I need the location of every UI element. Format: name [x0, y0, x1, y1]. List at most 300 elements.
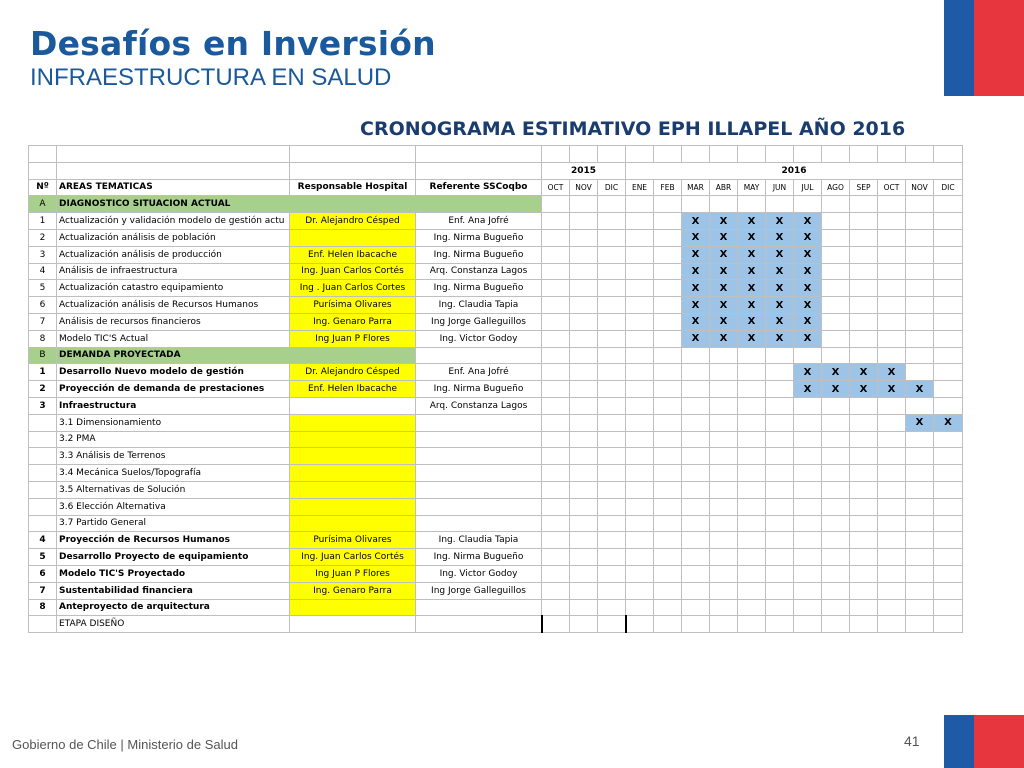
table-row	[29, 565, 963, 582]
month-header: AGO	[822, 179, 850, 196]
month-cell	[906, 313, 934, 330]
month-cell	[934, 297, 963, 314]
month-cell	[934, 498, 963, 515]
schedule-mark: X	[878, 364, 906, 381]
month-cell	[850, 280, 878, 297]
month-cell	[598, 565, 626, 582]
month-cell	[598, 364, 626, 381]
month-cell	[794, 397, 822, 414]
month-cell	[626, 448, 654, 465]
row-responsable	[290, 414, 416, 431]
month-cell	[570, 280, 598, 297]
month-cell	[738, 347, 766, 364]
month-cell	[822, 616, 850, 633]
month-cell	[682, 616, 710, 633]
month-cell	[710, 414, 738, 431]
row-area: 3.4 Mecánica Suelos/Topografía	[57, 465, 290, 482]
row-responsable	[290, 515, 416, 532]
schedule-mark: X	[794, 330, 822, 347]
table-cell	[570, 146, 598, 163]
month-cell	[934, 196, 963, 213]
table-row	[29, 582, 963, 599]
month-cell	[794, 481, 822, 498]
month-cell	[906, 465, 934, 482]
government-logo-top	[944, 0, 1024, 96]
month-cell	[738, 549, 766, 566]
month-cell	[542, 213, 570, 230]
month-cell	[878, 515, 906, 532]
table-row	[29, 414, 963, 431]
month-cell	[598, 616, 626, 633]
table-cell	[682, 146, 710, 163]
month-cell	[822, 280, 850, 297]
table-cell	[416, 616, 542, 633]
schedule-mark: X	[794, 280, 822, 297]
month-cell	[934, 532, 963, 549]
month-cell	[738, 431, 766, 448]
month-cell	[822, 481, 850, 498]
month-cell	[850, 616, 878, 633]
month-cell	[710, 565, 738, 582]
month-cell	[934, 448, 963, 465]
month-cell	[626, 431, 654, 448]
row-area: Infraestructura	[57, 397, 290, 414]
month-cell	[626, 313, 654, 330]
etapa-label: ETAPA DISEÑO	[57, 616, 290, 633]
month-header: DIC	[934, 179, 963, 196]
month-cell	[570, 196, 598, 213]
month-cell	[570, 582, 598, 599]
table-cell	[822, 146, 850, 163]
month-cell	[906, 616, 934, 633]
row-responsable	[290, 481, 416, 498]
schedule-mark: X	[682, 313, 710, 330]
month-cell	[766, 465, 794, 482]
schedule-mark: X	[710, 229, 738, 246]
month-cell	[626, 263, 654, 280]
month-cell	[542, 280, 570, 297]
row-referente: Ing. Victor Godoy	[416, 565, 542, 582]
row-area: Análisis de infraestructura	[57, 263, 290, 280]
month-header: ENE	[626, 179, 654, 196]
schedule-mark: X	[738, 263, 766, 280]
schedule-mark: X	[682, 330, 710, 347]
row-number: 1	[29, 364, 57, 381]
month-cell	[710, 397, 738, 414]
month-cell	[850, 196, 878, 213]
table-cell	[416, 146, 542, 163]
row-area: Proyección de demanda de prestaciones	[57, 381, 290, 398]
month-cell	[542, 196, 570, 213]
month-cell	[542, 364, 570, 381]
month-cell	[906, 565, 934, 582]
month-cell	[822, 414, 850, 431]
row-referente: Ing. Nirma Bugueño	[416, 246, 542, 263]
schedule-mark: X	[794, 381, 822, 398]
table-cell	[290, 162, 416, 179]
schedule-mark: X	[822, 364, 850, 381]
month-cell	[878, 481, 906, 498]
month-cell	[626, 347, 654, 364]
row-number	[29, 431, 57, 448]
month-cell	[878, 448, 906, 465]
month-cell	[850, 347, 878, 364]
col-header-referente: Referente SSCoqbo	[416, 179, 542, 196]
row-number: 1	[29, 213, 57, 230]
month-cell	[766, 515, 794, 532]
schedule-mark: X	[906, 414, 934, 431]
row-area: Actualización catastro equipamiento	[57, 280, 290, 297]
row-responsable: Dr. Alejandro Césped	[290, 364, 416, 381]
row-number: 8	[29, 330, 57, 347]
month-cell	[878, 246, 906, 263]
month-cell	[906, 263, 934, 280]
month-cell	[542, 246, 570, 263]
month-header: OCT	[542, 179, 570, 196]
month-cell	[542, 448, 570, 465]
row-responsable	[290, 397, 416, 414]
row-referente	[416, 599, 542, 616]
col-header-num: Nº	[29, 179, 57, 196]
month-cell	[542, 297, 570, 314]
month-cell	[906, 481, 934, 498]
schedule-mark: X	[766, 246, 794, 263]
row-referente: Ing Jorge Galleguillos	[416, 582, 542, 599]
month-cell	[598, 213, 626, 230]
table-cell	[29, 146, 57, 163]
month-cell	[598, 414, 626, 431]
month-header: FEB	[654, 179, 682, 196]
month-cell	[626, 599, 654, 616]
table-row	[29, 465, 963, 482]
month-cell	[878, 549, 906, 566]
table-cell	[29, 616, 57, 633]
month-cell	[878, 347, 906, 364]
month-cell	[654, 565, 682, 582]
month-cell	[710, 381, 738, 398]
schedule-mark: X	[682, 297, 710, 314]
month-cell	[682, 414, 710, 431]
month-cell	[906, 582, 934, 599]
month-cell	[850, 414, 878, 431]
month-cell	[626, 397, 654, 414]
month-cell	[878, 330, 906, 347]
month-cell	[654, 599, 682, 616]
row-referente: Ing. Nirma Bugueño	[416, 381, 542, 398]
row-area: 3.3 Análisis de Terrenos	[57, 448, 290, 465]
schedule-mark: X	[794, 213, 822, 230]
row-referente: Enf. Ana Jofré	[416, 364, 542, 381]
month-cell	[626, 465, 654, 482]
schedule-mark: X	[934, 414, 963, 431]
row-number	[29, 414, 57, 431]
row-area: 3.5 Alternativas de Solución	[57, 481, 290, 498]
month-cell	[654, 347, 682, 364]
month-cell	[654, 582, 682, 599]
month-cell	[682, 599, 710, 616]
month-cell	[654, 397, 682, 414]
month-cell	[682, 431, 710, 448]
month-cell	[654, 515, 682, 532]
month-header: SEP	[850, 179, 878, 196]
table-row	[29, 448, 963, 465]
year-2015: 2015	[542, 162, 626, 179]
month-cell	[766, 616, 794, 633]
month-cell	[794, 549, 822, 566]
month-cell	[710, 196, 738, 213]
section-number: A	[29, 196, 57, 213]
schedule-mark: X	[738, 297, 766, 314]
row-referente	[416, 465, 542, 482]
row-number: 4	[29, 532, 57, 549]
schedule-mark: X	[710, 313, 738, 330]
month-cell	[654, 364, 682, 381]
month-cell	[934, 565, 963, 582]
month-cell	[570, 246, 598, 263]
schedule-mark: X	[878, 381, 906, 398]
month-cell	[682, 397, 710, 414]
month-cell	[822, 448, 850, 465]
schedule-mark: X	[682, 213, 710, 230]
section-label: DIAGNOSTICO SITUACION ACTUAL	[57, 196, 542, 213]
month-cell	[738, 599, 766, 616]
schedule-mark: X	[766, 213, 794, 230]
month-cell	[542, 582, 570, 599]
row-responsable	[290, 448, 416, 465]
month-cell	[542, 616, 570, 633]
table-cell	[738, 146, 766, 163]
month-cell	[934, 263, 963, 280]
month-cell	[598, 263, 626, 280]
table-row	[29, 364, 963, 381]
month-cell	[682, 532, 710, 549]
row-referente	[416, 448, 542, 465]
month-cell	[626, 364, 654, 381]
month-header: NOV	[906, 179, 934, 196]
table-cell	[542, 146, 570, 163]
schedule-mark: X	[794, 364, 822, 381]
month-cell	[934, 364, 963, 381]
month-cell	[626, 481, 654, 498]
schedule-title: CRONOGRAMA ESTIMATIVO EPH ILLAPEL AÑO 2016	[360, 118, 906, 140]
month-cell	[794, 465, 822, 482]
month-cell	[598, 246, 626, 263]
row-area: Anteproyecto de arquitectura	[57, 599, 290, 616]
month-cell	[906, 297, 934, 314]
schedule-mark: X	[766, 280, 794, 297]
month-cell	[738, 515, 766, 532]
month-cell	[570, 397, 598, 414]
table-cell	[57, 146, 290, 163]
month-cell	[598, 465, 626, 482]
month-cell	[850, 582, 878, 599]
month-cell	[542, 549, 570, 566]
table-row	[29, 381, 963, 398]
table-cell	[934, 146, 963, 163]
table-row	[29, 297, 963, 314]
row-referente: Ing. Claudia Tapia	[416, 532, 542, 549]
month-cell	[626, 280, 654, 297]
row-responsable: Ing. Genaro Parra	[290, 313, 416, 330]
month-cell	[766, 381, 794, 398]
month-cell	[626, 498, 654, 515]
month-header: ABR	[710, 179, 738, 196]
month-cell	[878, 313, 906, 330]
month-cell	[766, 448, 794, 465]
month-cell	[822, 347, 850, 364]
month-cell	[934, 330, 963, 347]
schedule-mark: X	[710, 297, 738, 314]
month-cell	[654, 549, 682, 566]
month-cell	[878, 297, 906, 314]
row-area: Proyección de Recursos Humanos	[57, 532, 290, 549]
table-cell	[794, 146, 822, 163]
month-cell	[850, 229, 878, 246]
row-responsable: Ing Juan P Flores	[290, 565, 416, 582]
month-cell	[570, 213, 598, 230]
month-cell	[934, 616, 963, 633]
month-cell	[626, 582, 654, 599]
month-cell	[738, 397, 766, 414]
schedule-mark: X	[710, 263, 738, 280]
month-cell	[654, 532, 682, 549]
row-referente: Ing. Nirma Bugueño	[416, 549, 542, 566]
month-cell	[878, 565, 906, 582]
month-cell	[542, 229, 570, 246]
month-cell	[822, 431, 850, 448]
month-cell	[850, 498, 878, 515]
month-cell	[598, 448, 626, 465]
month-cell	[682, 347, 710, 364]
month-cell	[822, 213, 850, 230]
month-cell	[542, 397, 570, 414]
row-area: 3.6 Elección Alternativa	[57, 498, 290, 515]
row-referente	[416, 431, 542, 448]
month-cell	[766, 196, 794, 213]
month-cell	[794, 599, 822, 616]
month-cell	[570, 229, 598, 246]
month-cell	[570, 616, 598, 633]
row-referente	[416, 481, 542, 498]
month-cell	[934, 347, 963, 364]
schedule-mark: X	[794, 263, 822, 280]
month-cell	[542, 313, 570, 330]
month-cell	[878, 196, 906, 213]
month-cell	[850, 431, 878, 448]
row-referente: Ing. Victor Godoy	[416, 330, 542, 347]
month-cell	[570, 364, 598, 381]
row-responsable: Ing. Juan Carlos Cortés	[290, 263, 416, 280]
footer-text: Gobierno de Chile | Ministerio de Salud	[12, 737, 238, 752]
month-cell	[878, 599, 906, 616]
month-cell	[542, 263, 570, 280]
month-cell	[822, 498, 850, 515]
month-cell	[654, 313, 682, 330]
row-area: Actualización análisis de producción	[57, 246, 290, 263]
month-cell	[710, 431, 738, 448]
row-number	[29, 515, 57, 532]
month-cell	[710, 582, 738, 599]
month-cell	[542, 381, 570, 398]
row-area: Desarrollo Proyecto de equipamiento	[57, 549, 290, 566]
month-cell	[626, 196, 654, 213]
month-cell	[822, 246, 850, 263]
table-cell	[290, 616, 416, 633]
month-cell	[682, 565, 710, 582]
month-cell	[598, 582, 626, 599]
month-cell	[822, 330, 850, 347]
table-cell	[416, 162, 542, 179]
row-referente	[416, 414, 542, 431]
month-cell	[710, 549, 738, 566]
row-referente: Arq. Constanza Lagos	[416, 263, 542, 280]
month-cell	[542, 330, 570, 347]
month-cell	[598, 498, 626, 515]
table-cell	[598, 146, 626, 163]
month-cell	[570, 532, 598, 549]
row-number: 3	[29, 397, 57, 414]
month-cell	[710, 465, 738, 482]
month-cell	[906, 448, 934, 465]
month-cell	[906, 229, 934, 246]
month-cell	[906, 599, 934, 616]
month-cell	[598, 481, 626, 498]
row-area: Actualización análisis de Recursos Humanos	[57, 297, 290, 314]
table-row	[29, 599, 963, 616]
schedule-mark: X	[682, 280, 710, 297]
month-cell	[878, 397, 906, 414]
row-number	[29, 481, 57, 498]
row-referente: Ing. Nirma Bugueño	[416, 229, 542, 246]
table-row	[29, 330, 963, 347]
month-cell	[822, 229, 850, 246]
row-referente	[416, 498, 542, 515]
month-cell	[906, 498, 934, 515]
month-header: MAR	[682, 179, 710, 196]
schedule-mark: X	[766, 330, 794, 347]
page-number: 41	[904, 733, 920, 749]
month-cell	[738, 616, 766, 633]
table-cell	[654, 146, 682, 163]
month-cell	[598, 532, 626, 549]
month-cell	[822, 297, 850, 314]
row-number: 7	[29, 313, 57, 330]
table-cell	[766, 146, 794, 163]
month-cell	[822, 263, 850, 280]
month-cell	[654, 263, 682, 280]
month-cell	[878, 616, 906, 633]
section-a-row	[29, 196, 963, 213]
month-cell	[654, 616, 682, 633]
month-cell	[654, 280, 682, 297]
month-cell	[738, 196, 766, 213]
government-logo-bottom	[944, 715, 1024, 768]
month-cell	[794, 532, 822, 549]
row-area: Modelo TIC'S Actual	[57, 330, 290, 347]
month-cell	[710, 481, 738, 498]
month-cell	[682, 448, 710, 465]
month-cell	[822, 313, 850, 330]
table-cell	[850, 146, 878, 163]
row-responsable	[290, 599, 416, 616]
month-cell	[738, 448, 766, 465]
schedule-mark: X	[794, 313, 822, 330]
month-cell	[906, 515, 934, 532]
month-cell	[766, 599, 794, 616]
schedule-mark: X	[682, 246, 710, 263]
month-cell	[682, 465, 710, 482]
month-cell	[850, 549, 878, 566]
